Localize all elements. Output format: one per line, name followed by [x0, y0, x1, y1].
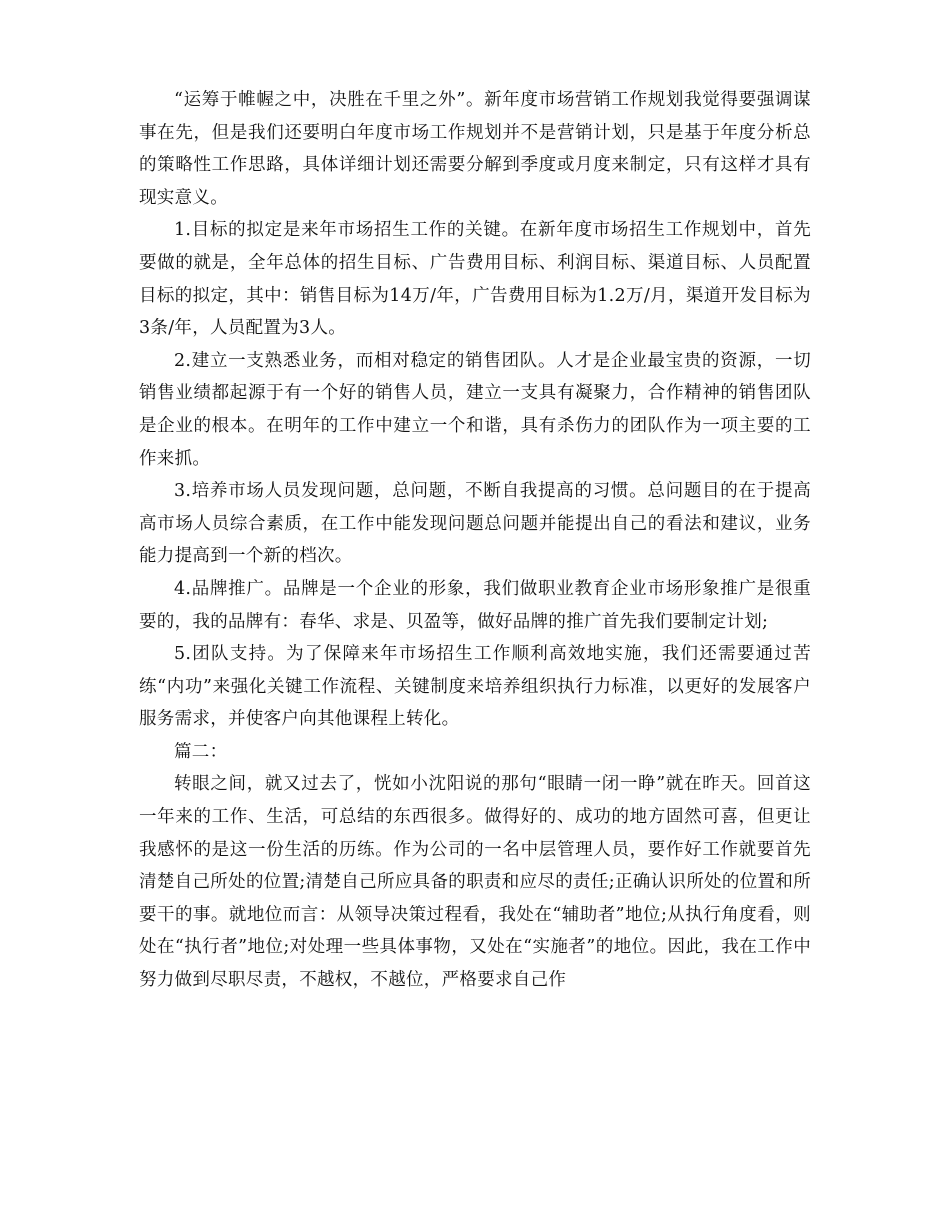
paragraph-item-4: 4.品牌推广。品牌是一个企业的形象，我们做职业教育企业市场形象推广是很重要的，我的品牌有：春华、求是、贝盈等，做好品牌的推广首先我们要制定计划;: [139, 578, 811, 632]
paragraph-section-2: 转眼之间，就又过去了，恍如小沈阳说的那句“眼睛一闭一睁”就在昨天。回首这一年来的工作、生活，可总结的东西很多。做得好的、成功的地方固然可喜，但更让我感怀的是这一份生活的历练。作为公司的一名中层管理人员，要作好工作就要首先清楚自己所处的位置;清楚自己所应具备的职责和应尽的责任;正确认识所处的位置和所要干的事。就地位而言：从领导决策过程看，我处在“辅助者”地位;从执行角度看，则处在“执行者”地位;对处理一些具体事物，又处在“实施者”的地位。因此，我在工作中努力做到尽职尽责，不越权，不越位，严格要求自己作: [139, 774, 811, 991]
paragraph-item-1: 1.目标的拟定是来年市场招生工作的关键。在新年度市场招生工作规划中，首先要做的就是，全年总体的招生目标、广告费用目标、利润目标、渠道目标、人员配置目标的拟定，其中：销售目标为14万/年，广告费用目标为1.2万/月，渠道开发目标为3条/年，人员配置为3人。: [139, 220, 811, 339]
document-body: [139, 84, 811, 997]
paragraph-item-3: 3.培养市场人员发现问题，总问题，不断自我提高的习惯。总问题目的在于提高高市场人员综合素质，在工作中能发现问题总问题并能提出自己的看法和建议，业务能力提高到一个新的档次。: [139, 481, 811, 567]
paragraph-item-5: 5.团队支持。为了保障来年市场招生工作顺利高效地实施，我们还需要通过苦练“内功”来强化关键工作流程、关键制度来培养组织执行力标准，以更好的发展客户服务需求，并使客户向其他课程上转化。: [139, 644, 811, 730]
paragraph-item-2: 2.建立一支熟悉业务，而相对稳定的销售团队。人才是企业最宝贵的资源，一切销售业绩都起源于有一个好的销售人员，建立一支具有凝聚力，合作精神的销售团队是企业的根本。在明年的工作中建立一个和谐，具有杀伤力的团队作为一项主要的工作来抓。: [139, 350, 811, 469]
section-heading: 篇二：: [174, 741, 228, 762]
paragraph-intro: “运筹于帷幄之中，决胜在千里之外”。新年度市场营销工作规划我觉得要强调谋事在先，但是我们还要明白年度市场工作规划并不是营销计划，只是基于年度分析总的策略性工作思路，具体详细计划还需要分解到季度或月度来制定，只有这样才具有现实意义。: [139, 90, 811, 208]
